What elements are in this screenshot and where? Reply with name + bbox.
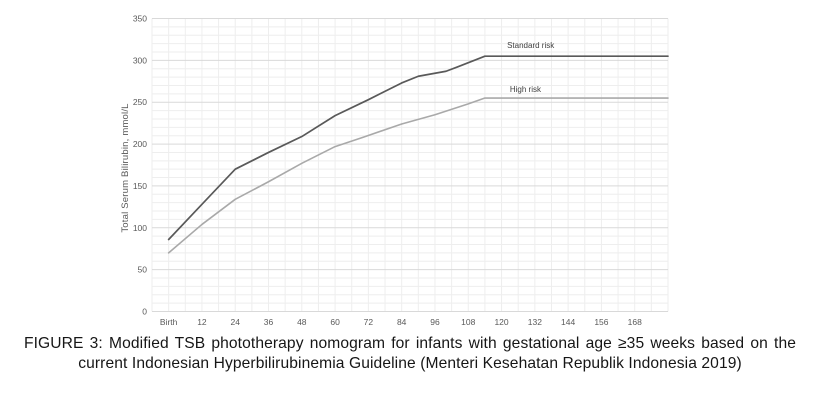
x-tick-label: 36 — [263, 317, 274, 327]
series-label-high-risk: High risk — [509, 85, 541, 95]
x-tick-label: 24 — [230, 317, 240, 327]
x-tick-label: 156 — [594, 317, 609, 327]
x-tick-label: 72 — [363, 317, 374, 327]
x-tick-label: 96 — [430, 317, 440, 327]
y-tick-label: 350 — [132, 13, 147, 24]
series-label-standard-risk: Standard risk — [507, 40, 555, 50]
y-tick-label: 100 — [132, 222, 147, 233]
x-tick-label: Birth — [159, 317, 178, 327]
x-tick-label: 60 — [330, 317, 340, 327]
y-axis-title: Total Serum Bilirubin, mmol/L — [120, 103, 131, 233]
x-tick-label: 84 — [396, 317, 407, 327]
x-tick-label: 12 — [197, 317, 207, 327]
y-tick-label: 200 — [132, 139, 147, 150]
y-tick-label: 150 — [132, 180, 147, 191]
y-tick-label: 50 — [137, 264, 147, 275]
x-tick-label: 108 — [461, 317, 476, 327]
figure-caption: FIGURE 3: Modified TSB phototherapy nomogram for infants with gestational age ≥35 weeks based on the current Indonesian Hyperbilirubinemia Guideline (Menteri Kesehatan Republik Indonesia 2019) — [24, 335, 796, 373]
x-tick-label: 132 — [527, 317, 542, 327]
y-tick-label: 250 — [132, 97, 147, 108]
y-tick-label: 0 — [142, 306, 147, 317]
y-tick-label: 300 — [132, 55, 147, 66]
x-tick-label: 168 — [627, 317, 642, 327]
x-tick-label: 48 — [297, 317, 307, 327]
x-tick-label: 144 — [561, 317, 576, 327]
x-tick-label: 120 — [494, 317, 509, 327]
